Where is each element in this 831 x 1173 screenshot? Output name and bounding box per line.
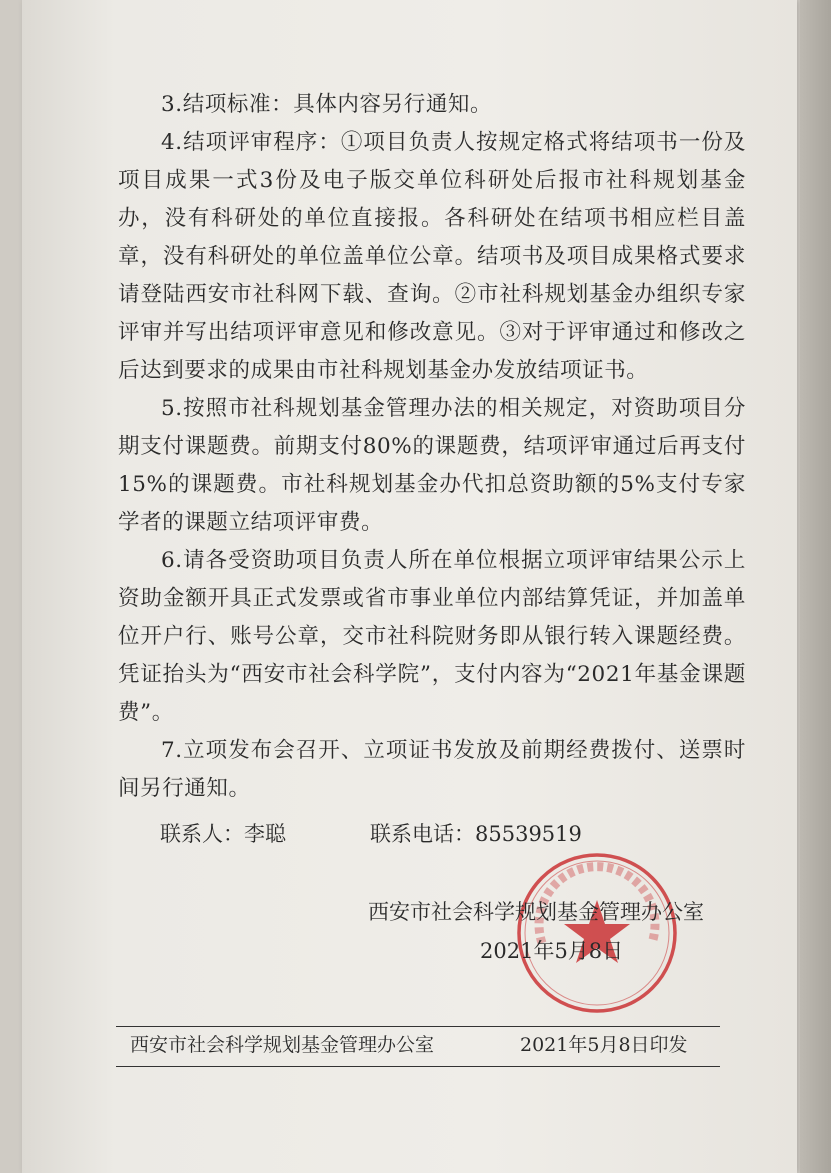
signature-organization: 西安市社会科学规划基金管理办公室 — [368, 900, 704, 924]
item-7-paragraph: 7.立项发布会召开、立项证书发放及前期经费拨付、送票时间另行通知。 — [118, 738, 746, 801]
signature-date: 2021年5月8日 — [480, 939, 624, 963]
item-3-paragraph: 3.结项标准：具体内容另行通知。 — [161, 92, 493, 117]
footer-organization: 西安市社会科学规划基金管理办公室 — [130, 1034, 435, 1056]
item-4-paragraph: 4.结项评审程序：①项目负责人按规定格式将结项书一份及项目成果一式3份及电子版交单位科研处后报市社科规划基金办，没有科研处的单位直接报。各科研处在结项书相应栏目盖章，没有科研处的单位盖单位公章。结项书及项目成果格式要求请登陆西安市社科网下载、查询。②市社科规划基金办组织专家评审并写出结项评审意见和修改意见。③对于评审通过和修改之后达到要求的成果由市社科规划基金办发放结项证书。 — [118, 130, 746, 383]
footer-top-rule — [116, 1026, 720, 1027]
item-5-paragraph: 5.按照市社科规划基金管理办法的相关规定，对资助项目分期支付课题费。前期支付80%的课题费，结项评审通过后再支付15%的课题费。市社科规划基金办代扣总资助额的5%支付专家学者的课题立结项评审费。 — [118, 396, 746, 535]
official-seal-icon — [512, 848, 682, 1018]
footer-bottom-rule — [116, 1066, 720, 1067]
footer-print-date: 2021年5月8日印发 — [520, 1034, 688, 1056]
background-shadow — [800, 0, 831, 1173]
item-6-paragraph: 6.请各受资助项目负责人所在单位根据立项评审结果公示上资助金额开具正式发票或省市事业单位内部结算凭证，并加盖单位开户行、账号公章，交市社科院财务即从银行转入课题经费。凭证抬头为“西安市社会科学院”，支付内容为“2021年基金课题费”。 — [118, 548, 746, 725]
contact-person: 联系人：李聪 — [160, 822, 286, 846]
contact-phone: 联系电话：85539519 — [370, 822, 582, 846]
